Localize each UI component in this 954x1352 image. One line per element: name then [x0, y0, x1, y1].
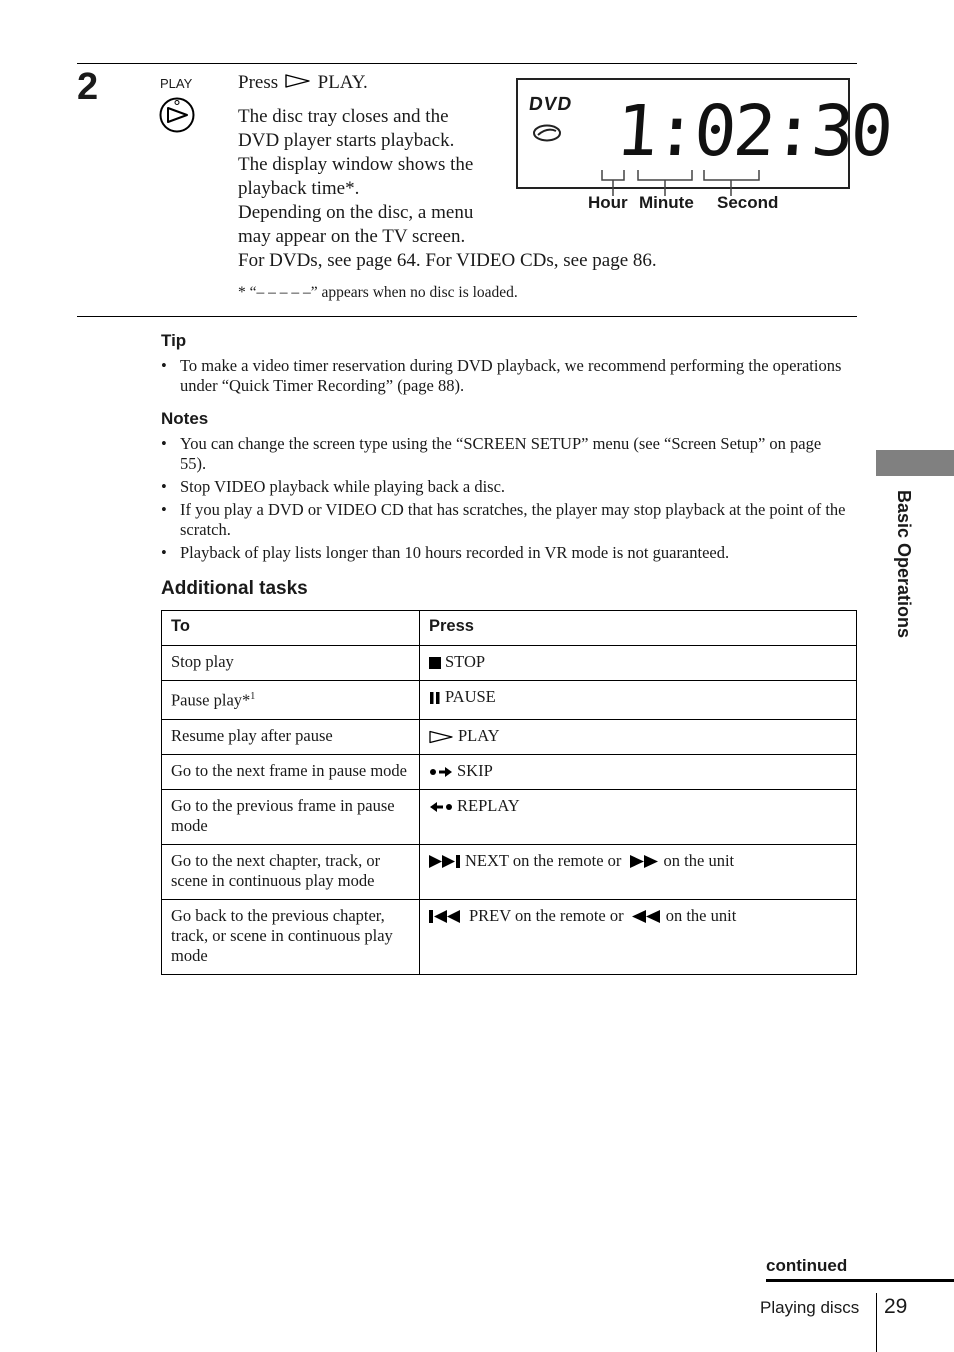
list-item: • Playback of play lists longer than 10 hours recorded in VR mode is not guaranteed. [161, 543, 730, 562]
task-cell: Go back to the previous chapter, track, or scene in continuous play mode [162, 899, 420, 974]
step-line: The display window shows the [238, 154, 474, 175]
list-item: • You can change the screen type using the “SCREEN SETUP” menu (see “Screen Setup” on page 55). [161, 434, 822, 473]
play-icon [429, 730, 454, 744]
caption-second: Second [717, 193, 779, 212]
press-key: PLAY. [317, 72, 368, 93]
table-header-row [162, 611, 857, 646]
step-bottom-rule [77, 316, 857, 317]
list-item: • To make a video timer reservation during DVD playback, we recommend performing the operations under “Quick Timer Recording” (page 88). [161, 356, 842, 395]
fast-forward-icon [630, 855, 660, 868]
rewind-icon [632, 910, 662, 923]
tip-heading: Tip [161, 331, 187, 350]
press-word: Press [238, 72, 279, 93]
step-line: DVD player starts playback. [238, 130, 455, 151]
notes-heading: Notes [161, 409, 209, 428]
page-number: 29 [884, 1295, 908, 1318]
footer-section-title: Playing discs [760, 1298, 860, 1317]
footer-divider [876, 1293, 877, 1352]
table-row [162, 899, 857, 974]
press-cell: NEXT on the remote or on the unit [420, 844, 857, 899]
column-header-to: To [162, 611, 420, 646]
task-cell: Pause play*$^1$ [162, 681, 420, 720]
step-line: playback time*. [238, 178, 360, 199]
play-button-label: PLAY [160, 76, 193, 91]
additional-tasks-heading: Additional tasks [161, 578, 308, 599]
press-cell: PLAY [420, 719, 857, 754]
step-line: may appear on the TV screen. [238, 226, 466, 247]
notes-list [161, 434, 851, 566]
press-cell: REPLAY [420, 789, 857, 844]
task-cell: Stop play [162, 646, 420, 681]
press-cell: STOP [420, 646, 857, 681]
table-row [162, 789, 857, 844]
task-cell: Go to the next frame in pause mode [162, 754, 420, 789]
section-side-label: Basic Operations [894, 490, 914, 639]
pause-icon [429, 692, 441, 704]
task-cell: Go to the next chapter, track, or scene in continuous play mode [162, 844, 420, 899]
list-item: • Stop VIDEO playback while playing back a disc. [161, 477, 506, 496]
table-row [162, 681, 857, 720]
next-icon [429, 855, 461, 868]
stop-icon [429, 657, 441, 669]
task-cell: Resume play after pause [162, 719, 420, 754]
caption-minute: Minute [639, 193, 694, 212]
step-number: 2 [77, 66, 99, 108]
display-mode: DVD [527, 94, 574, 115]
replay-icon [429, 801, 453, 813]
prev-icon [429, 910, 461, 923]
skip-icon [429, 766, 453, 778]
step-footnote: * “– – – – –” appears when no disc is loaded. [238, 284, 518, 301]
play-icon [285, 73, 311, 89]
step-line: Depending on the disc, a menu [238, 202, 474, 223]
continued-label: continued [766, 1256, 848, 1275]
caption-hour: Hour [588, 193, 628, 212]
top-rule [77, 63, 857, 64]
table-row [162, 844, 857, 899]
table-row [162, 754, 857, 789]
press-cell: PREV on the remote or on the unit [420, 899, 857, 974]
table-row [162, 646, 857, 681]
time-readout: 1:02:30 [613, 90, 893, 172]
tip-list [161, 356, 851, 399]
tasks-table [161, 610, 857, 975]
task-cell: Go to the previous frame in pause mode [162, 789, 420, 844]
continued-rule [766, 1279, 954, 1282]
step-line: The disc tray closes and the [238, 106, 449, 127]
step-line: For DVDs, see page 64. For VIDEO CDs, see page 86. [238, 250, 657, 271]
table-row [162, 719, 857, 754]
section-tab-marker [876, 450, 954, 476]
press-cell: PAUSE [420, 681, 857, 720]
column-header-press: Press [420, 611, 857, 646]
footnote-marker: 1 [250, 691, 256, 702]
disc-icon [532, 124, 562, 142]
list-item: • If you play a DVD or VIDEO CD that has scratches, the player may stop playback at the point of the scratch. [161, 500, 846, 539]
press-cell: SKIP [420, 754, 857, 789]
play-button-icon [158, 96, 196, 134]
